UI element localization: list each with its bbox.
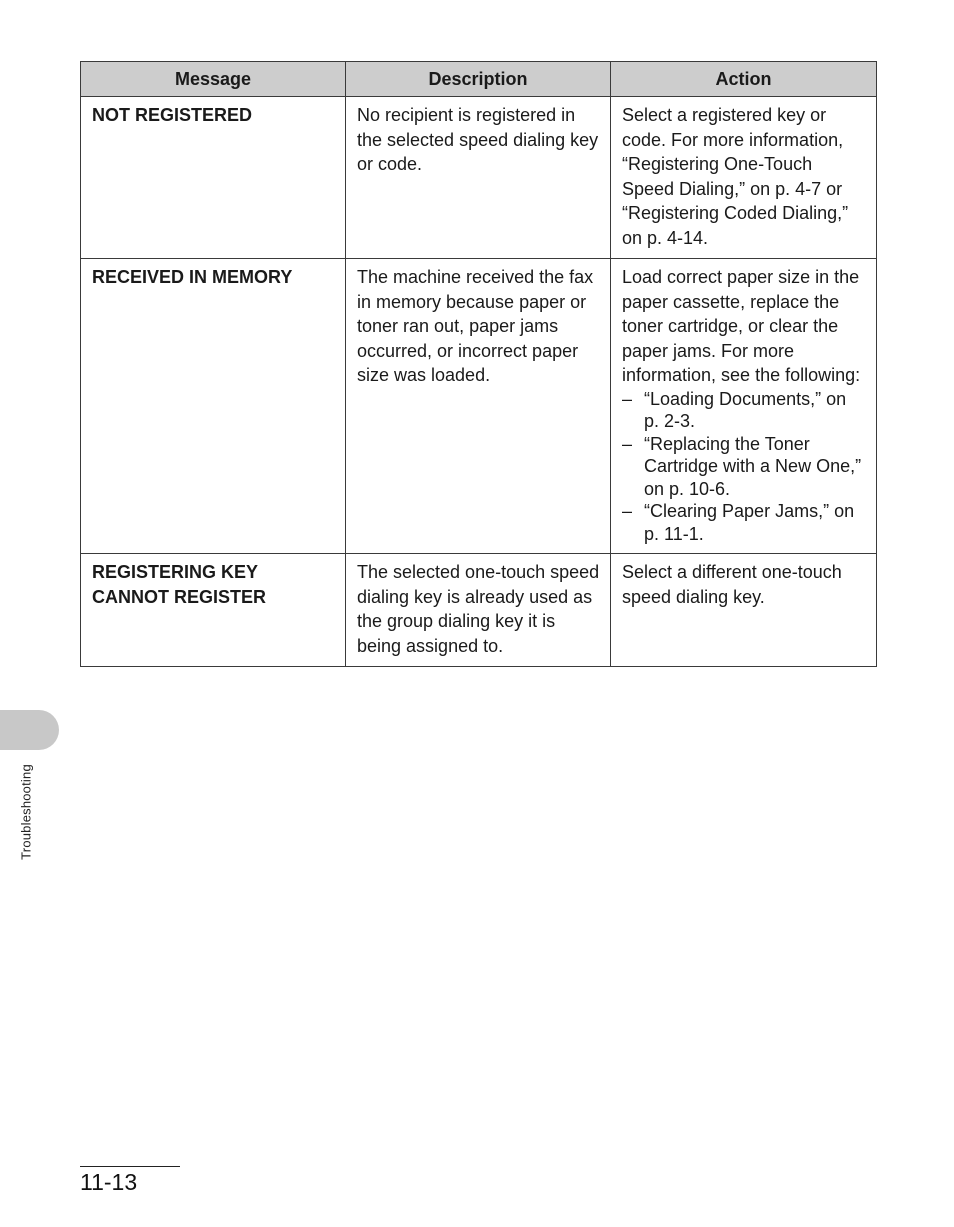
- action-cell: Select a different one-touch speed dialing key.: [611, 554, 877, 667]
- description-cell: The machine received the fax in memory because paper or toner ran out, paper jams occurred, or incorrect paper size was loaded.: [346, 259, 611, 554]
- list-item-text: “Clearing Paper Jams,” on p. 11-1.: [644, 501, 855, 544]
- chapter-tab: [0, 710, 59, 750]
- action-cell: [611, 259, 877, 554]
- dash-marker: –: [622, 388, 633, 409]
- message-text: NOT REGISTERED: [92, 105, 253, 125]
- list-item: [622, 500, 866, 545]
- table-header-row: [81, 62, 877, 97]
- header-action: Action: [611, 62, 877, 97]
- action-text: Load correct paper size in the paper cassette, replace the toner cartridge, or clear the paper jams. For more information, see the following:: [622, 267, 861, 385]
- list-item: [622, 388, 866, 433]
- message-cell: [81, 97, 346, 259]
- description-cell: The selected one-touch speed dialing key is already used as the group dialing key it is being assigned to.: [346, 554, 611, 667]
- message-text: RECEIVED IN MEMORY: [92, 267, 293, 287]
- message-text: CANNOT REGISTER: [92, 586, 267, 607]
- list-item-text: “Loading Documents,” on p. 2-3.: [644, 388, 847, 431]
- table-row: [81, 259, 877, 554]
- page-number: 11-13: [80, 1169, 138, 1195]
- dash-marker: –: [622, 433, 633, 454]
- messages-table: [80, 61, 877, 667]
- message-cell: [81, 554, 346, 667]
- header-description: Description: [346, 62, 611, 97]
- message-text: REGISTERING KEY: [92, 562, 259, 582]
- action-cell: Select a registered key or code. For more information, “Registering One-Touch Speed Dialing,” on p. 4-7 or “Registering Coded Dialing,” on p. 4-14.: [611, 97, 877, 259]
- message-cell: [81, 259, 346, 554]
- table-row: [81, 554, 877, 667]
- header-message: Message: [81, 62, 346, 97]
- list-item-text: “Replacing the Toner Cartridge with a New One,” on p. 10-6.: [644, 433, 862, 499]
- list-item: [622, 433, 866, 501]
- table-row: [81, 97, 877, 259]
- dash-marker: –: [622, 501, 633, 521]
- chapter-tab-label: Troubleshooting: [18, 764, 34, 860]
- action-reference-list: [622, 388, 866, 546]
- footer-rule: [80, 1166, 180, 1167]
- description-cell: No recipient is registered in the selected speed dialing key or code.: [346, 97, 611, 259]
